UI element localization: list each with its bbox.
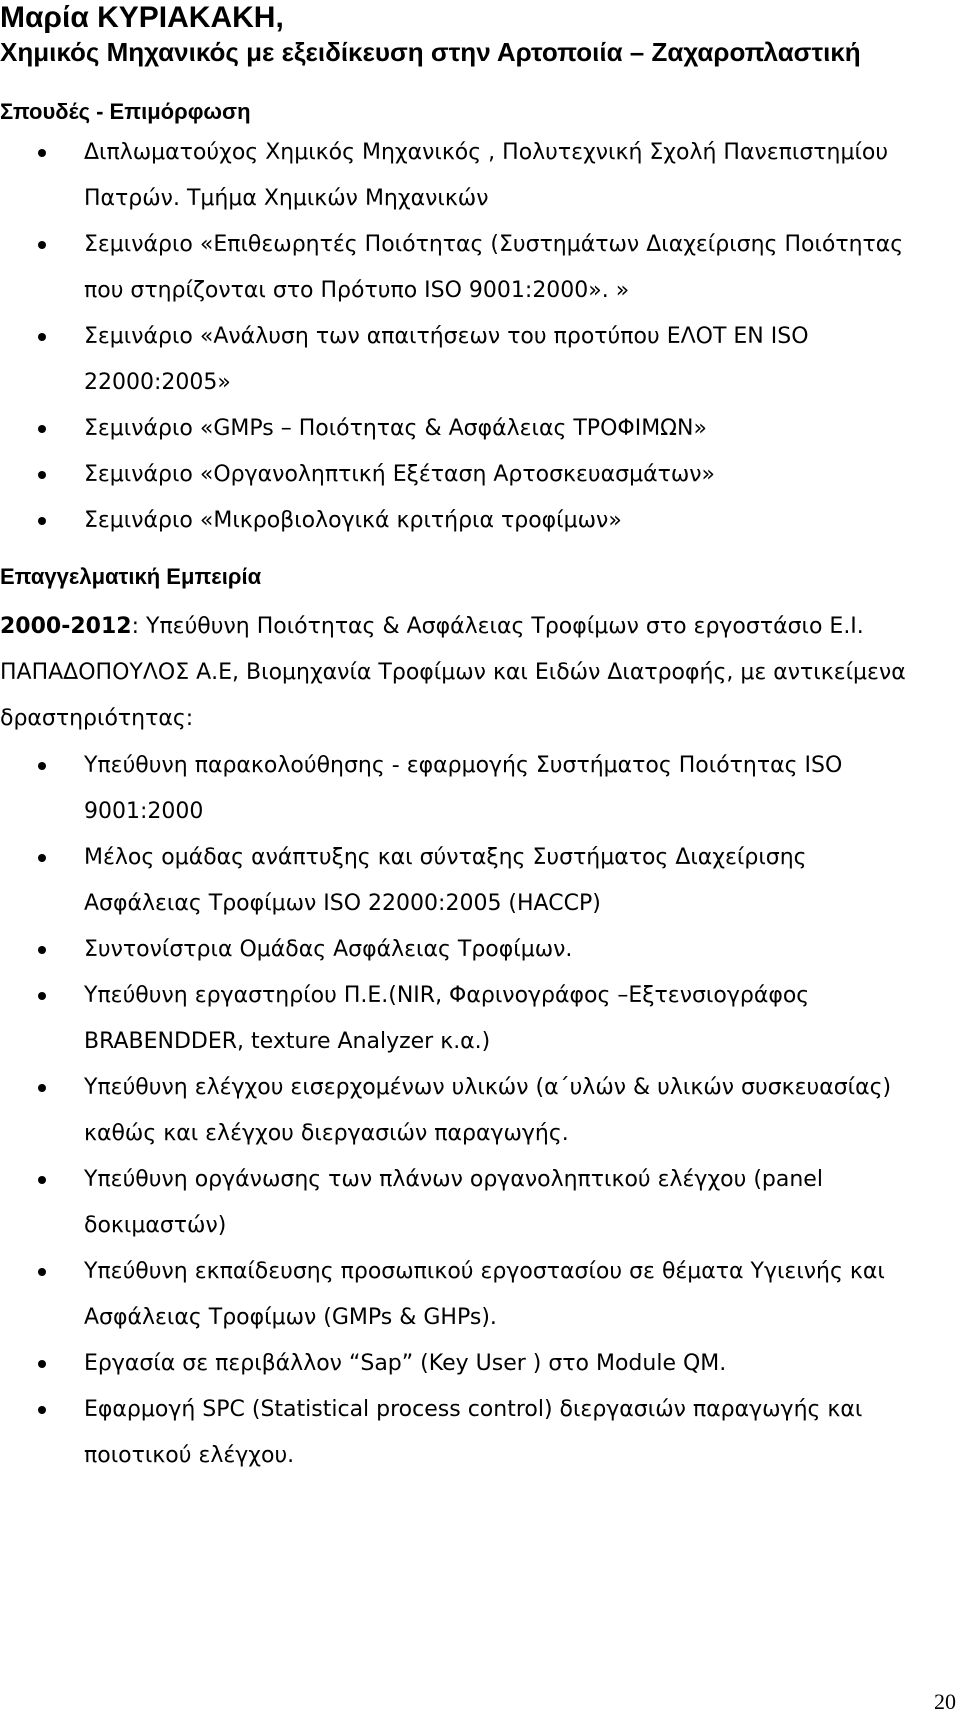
list-item-text: Διπλωματούχος Χημικός Μηχανικός , Πολυτεχνική Σχολή Πανεπιστημίου Πατρών. Τμήμα Χημικών Μηχανικών	[84, 140, 889, 211]
studies-heading: Σπουδές - Επιμόρφωση	[0, 99, 251, 124]
bullet-icon	[38, 1176, 46, 1184]
bullet-icon	[38, 946, 46, 954]
list-item-text: Υπεύθυνη παρακολούθησης - εφαρμογής Συστήματος Ποιότητας ISO 9001:2000	[84, 753, 843, 824]
bullet-icon	[38, 241, 46, 249]
list-item	[0, 927, 914, 973]
list-item	[0, 222, 914, 314]
list-item	[0, 314, 914, 406]
list-item-text: Μέλος ομάδας ανάπτυξης και σύνταξης Συστήματος Διαχείρισης Ασφάλειας Τροφίμων ISO 22000:2005 (HACCP)	[84, 845, 807, 916]
list-item	[0, 130, 914, 222]
bullet-icon	[38, 471, 46, 479]
list-item-text: Υπεύθυνη ελέγχου εισερχομένων υλικών (α΄υλών & υλικών συσκευασίας) καθώς και ελέγχου διεργασιών παραγωγής.	[84, 1075, 892, 1146]
list-item	[0, 1065, 914, 1157]
list-item-text: Εφαρμογή SPC (Statistical process control) διεργασιών παραγωγής και ποιοτικού ελέγχου.	[84, 1397, 863, 1468]
list-item-text: Σεμινάριο «Οργανοληπτική Εξέταση Αρτοσκευασμάτων»	[84, 462, 715, 487]
experience-years: 2000-2012	[0, 614, 132, 639]
person-name: Μαρία ΚΥΡΙΑΚΑΚΗ,	[0, 1, 284, 34]
bullet-icon	[38, 517, 46, 525]
list-item	[0, 835, 914, 927]
bullet-icon	[38, 762, 46, 770]
experience-summary	[0, 604, 932, 742]
list-item-text: Σεμινάριο «GMPs – Ποιότητας & Ασφάλειας ΤΡΟΦΙΜΩΝ»	[84, 416, 707, 441]
list-item-text: Σεμινάριο «Ανάλυση των απαιτήσεων του προτύπου ΕΛΟΤ ΕΝ ISO 22000:2005»	[84, 324, 809, 395]
list-item-text: Υπεύθυνη οργάνωσης των πλάνων οργανοληπτικού ελέγχου (panel δοκιμαστών)	[84, 1167, 823, 1238]
list-item-text: Σεμινάριο «Επιθεωρητές Ποιότητας (Συστημάτων Διαχείρισης Ποιότητας που στηρίζονται στο Πρότυπο ISO 9001:2000». »	[84, 232, 904, 303]
list-item	[0, 1249, 914, 1341]
list-item-text: Εργασία σε περιβάλλον “Sap” (Key User ) στο Module QM.	[84, 1351, 727, 1376]
list-item	[0, 1157, 914, 1249]
person-title: Χημικός Μηχανικός με εξειδίκευση στην Αρτοποιία – Ζαχαροπλαστική	[0, 37, 861, 67]
list-item	[0, 498, 914, 544]
bullet-icon	[38, 333, 46, 341]
experience-description: : Υπεύθυνη Ποιότητας & Ασφάλειας Τροφίμων στο εργοστάσιο Ε.Ι. ΠΑΠΑΔΟΠΟΥΛΟΣ Α.Ε, Βιομηχανία Τροφίμων και Ειδών Διατροφής, με αντικείμενα δραστηριότητας:	[0, 614, 906, 731]
bullet-icon	[38, 992, 46, 1000]
page-number: 20	[934, 1689, 956, 1714]
bullet-icon	[38, 1406, 46, 1414]
bullet-icon	[38, 1084, 46, 1092]
list-item	[0, 1341, 914, 1387]
studies-list	[0, 130, 940, 544]
list-item-text: Υπεύθυνη εκπαίδευσης προσωπικού εργοστασίου σε θέματα Υγιεινής και Ασφάλειας Τροφίμων (GMPs & GHPs).	[84, 1259, 885, 1330]
bullet-icon	[38, 1268, 46, 1276]
list-item-text: Υπεύθυνη εργαστηρίου Π.Ε.(NIR, Φαρινογράφος –Εξτενσιογράφος BRABENDDER, texture Analyzer κ.α.)	[84, 983, 810, 1054]
list-item	[0, 452, 914, 498]
list-item	[0, 406, 914, 452]
list-item-text: Σεμινάριο «Μικροβιολογικά κριτήρια τροφίμων»	[84, 508, 622, 533]
list-item-text: Συντονίστρια Ομάδας Ασφάλειας Τροφίμων.	[84, 937, 573, 962]
list-item	[0, 973, 914, 1065]
bullet-icon	[38, 854, 46, 862]
list-item	[0, 743, 914, 835]
bullet-icon	[38, 1360, 46, 1368]
bullet-icon	[38, 149, 46, 157]
list-item	[0, 1387, 914, 1479]
bullet-icon	[38, 425, 46, 433]
experience-heading: Επαγγελματική Εμπειρία	[0, 564, 262, 589]
experience-list	[0, 743, 940, 1479]
